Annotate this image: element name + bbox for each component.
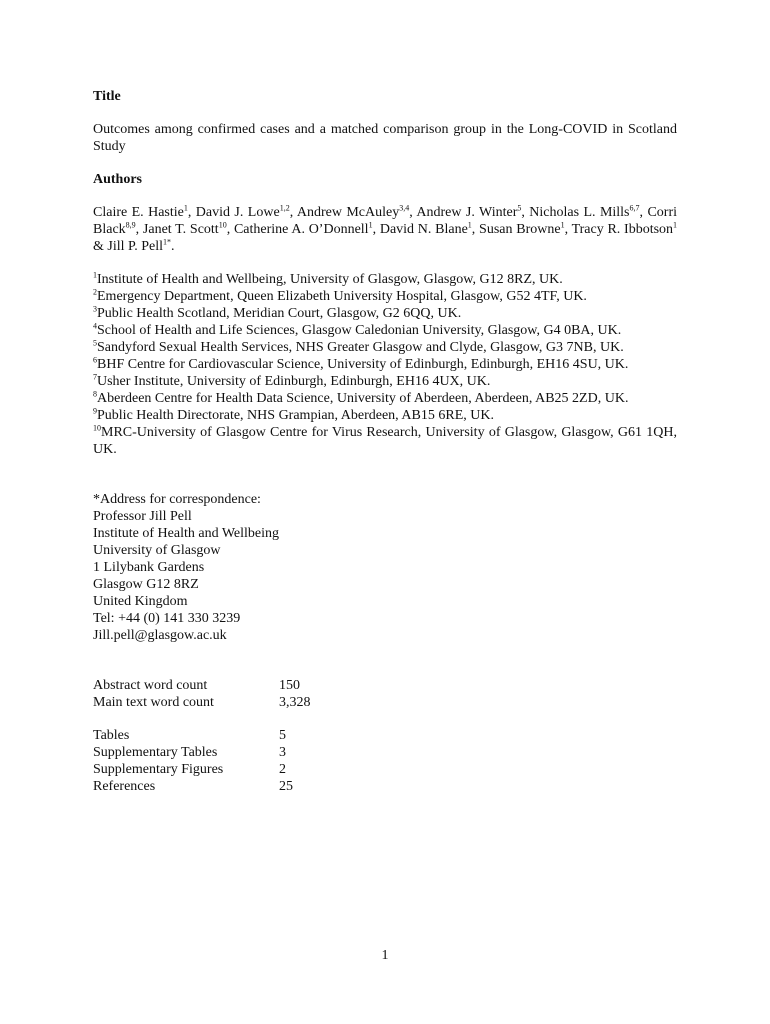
correspondence-line: 1 Lilybank Gardens [93, 560, 205, 575]
count-label: Abstract word count [93, 678, 208, 693]
count-row [93, 677, 677, 694]
affiliation-text: Institute of Health and Wellbeing, University of Glasgow, Glasgow, G12 8RZ, UK. [97, 272, 563, 287]
author-separator: , [372, 222, 380, 237]
author-affiliation-marker: 10 [218, 220, 227, 230]
affiliation-text: Public Health Directorate, NHS Grampian, Aberdeen, AB15 6RE, UK. [97, 408, 494, 423]
count-label: Tables [93, 728, 130, 743]
author-affiliation-marker: 3,4 [399, 203, 410, 213]
author-name: Jill P. Pell [107, 239, 164, 254]
author-name: Corri Black [93, 205, 677, 237]
author-affiliation-marker: 1 [368, 220, 373, 230]
author-affiliation-marker: 1 [673, 220, 678, 230]
affiliation-number: 5 [93, 338, 97, 348]
correspondence-line: Institute of Health and Wellbeing [93, 526, 280, 541]
author-list [93, 204, 677, 255]
affiliation-item [93, 288, 677, 305]
affiliation-item [93, 305, 677, 322]
affiliation-item [93, 373, 677, 390]
count-value: 3,328 [279, 695, 311, 710]
author-affiliation-marker: 5 [517, 203, 522, 213]
affiliation-number: 1 [93, 270, 97, 280]
count-value: 150 [279, 678, 300, 693]
author-name: Tracy R. Ibbotson [571, 222, 674, 237]
author-name: Andrew J. Winter [416, 205, 518, 220]
word-count-table [93, 677, 677, 711]
correspondence-line: Professor Jill Pell [93, 509, 192, 524]
author-name: Claire E. Hastie [93, 205, 184, 220]
correspondence-line: Jill.pell@glasgow.ac.uk [93, 628, 227, 643]
count-row [93, 727, 677, 744]
author-separator: , [564, 222, 572, 237]
correspondence-address [93, 491, 677, 644]
count-value: 25 [279, 779, 293, 794]
author-separator: , [289, 205, 297, 220]
author-affiliation-marker: 1,2 [279, 203, 290, 213]
count-label: References [93, 779, 156, 794]
author-affiliation-marker: 1 [183, 203, 188, 213]
count-row [93, 761, 677, 778]
author-separator: , [471, 222, 480, 237]
affiliation-item [93, 339, 677, 356]
affiliation-number: 6 [93, 355, 97, 365]
author-separator: . [171, 239, 175, 254]
affiliation-text: MRC-University of Glasgow Centre for Virus Research, University of Glasgow, Glasgow, G61 1QH, UK. [93, 425, 677, 457]
affiliation-text: Aberdeen Centre for Health Data Science, University of Aberdeen, Aberdeen, AB25 2ZD, UK. [97, 391, 629, 406]
count-value: 3 [279, 745, 286, 760]
author-separator: , [409, 205, 417, 220]
count-value: 2 [279, 762, 286, 777]
author-separator: , [187, 205, 196, 220]
author-affiliation-marker: 1* [163, 237, 172, 247]
author-affiliation-marker: 1 [467, 220, 472, 230]
affiliation-item [93, 322, 677, 339]
page-number: 1 [381, 948, 389, 963]
author-name: Andrew McAuley [296, 205, 400, 220]
author-separator: , [135, 222, 143, 237]
affiliation-number: 7 [93, 372, 97, 382]
affiliation-text: Sandyford Sexual Health Services, NHS Greater Glasgow and Clyde, Glasgow, G3 7NB, UK. [97, 340, 624, 355]
affiliation-item [93, 356, 677, 373]
correspondence-line: Tel: +44 (0) 141 330 3239 [93, 611, 241, 626]
affiliation-item [93, 271, 677, 288]
authors-heading: Authors [93, 172, 143, 187]
author-name: Nicholas L. Mills [529, 205, 630, 220]
affiliation-text: School of Health and Life Sciences, Glasgow Caledonian University, Glasgow, G4 0BA, UK. [97, 323, 622, 338]
affiliation-number: 9 [93, 406, 97, 416]
affiliation-number: 4 [93, 321, 97, 331]
author-name: David N. Blane [379, 222, 468, 237]
affiliation-number: 8 [93, 389, 97, 399]
author-name: David J. Lowe [195, 205, 280, 220]
affiliation-item [93, 407, 677, 424]
affiliation-text: BHF Centre for Cardiovascular Science, University of Edinburgh, Edinburgh, EH16 4SU, UK. [97, 357, 629, 372]
count-row [93, 694, 677, 711]
affiliation-item [93, 424, 677, 458]
item-count-table [93, 727, 677, 795]
affiliation-number: 2 [93, 287, 97, 297]
affiliation-text: Public Health Scotland, Meridian Court, Glasgow, G2 6QQ, UK. [97, 306, 462, 321]
document-page [93, 86, 677, 795]
correspondence-line: Glasgow G12 8RZ [93, 577, 199, 592]
author-separator: & [93, 239, 108, 254]
author-affiliation-marker: 6,7 [629, 203, 640, 213]
count-row [93, 744, 677, 761]
count-row [93, 778, 677, 795]
author-name: Janet T. Scott [142, 222, 219, 237]
count-value: 5 [279, 728, 286, 743]
author-affiliation-marker: 8,9 [125, 220, 136, 230]
author-separator: , [639, 205, 648, 220]
author-separator: , [521, 205, 530, 220]
author-separator: , [226, 222, 234, 237]
count-label: Supplementary Figures [93, 762, 224, 777]
affiliation-number: 3 [93, 304, 97, 314]
affiliation-list [93, 271, 677, 458]
author-name: Susan Browne [479, 222, 561, 237]
author-affiliation-marker: 1 [560, 220, 565, 230]
correspondence-heading: *Address for correspondence: [93, 492, 261, 507]
title-heading: Title [93, 89, 121, 104]
affiliation-text: Emergency Department, Queen Elizabeth University Hospital, Glasgow, G52 4TF, UK. [97, 289, 587, 304]
affiliation-text: Usher Institute, University of Edinburgh, Edinburgh, EH16 4UX, UK. [97, 374, 491, 389]
affiliation-number: 10 [93, 423, 101, 433]
correspondence-line: University of Glasgow [93, 543, 221, 558]
affiliation-item [93, 390, 677, 407]
paper-title: Outcomes among confirmed cases and a matched comparison group in the Long-COVID in Scotland Study [93, 122, 677, 154]
count-label: Supplementary Tables [93, 745, 218, 760]
count-label: Main text word count [93, 695, 214, 710]
author-name: Catherine A. O’Donnell [233, 222, 369, 237]
correspondence-line: United Kingdom [93, 594, 188, 609]
